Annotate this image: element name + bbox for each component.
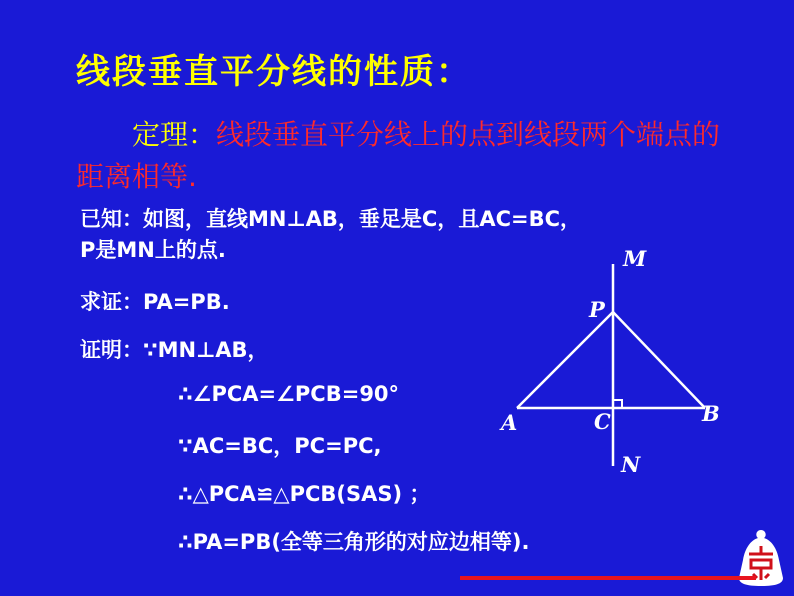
given-line-1: 已知：如图，直线MN⊥AB，垂足是C，且AC=BC， (80, 207, 582, 231)
label-a: A (501, 410, 518, 435)
prove-statement: 求证：PA=PB. (80, 290, 230, 314)
proof-line-3: ∵AC=BC，PC=PC, (178, 434, 382, 458)
geometry-figure (495, 240, 735, 485)
label-b: B (702, 401, 720, 426)
label-m: M (623, 246, 647, 271)
segment-pa (517, 312, 613, 408)
label-n: N (621, 452, 641, 477)
segment-pb (613, 312, 705, 408)
proof-line-5: ∴PA=PB(全等三角形的对应边相等). (178, 530, 530, 554)
label-p: P (589, 297, 605, 322)
slide-title: 线段垂直平分线的性质： (76, 52, 472, 92)
proof-line-4: ∴△PCA≌△PCB(SAS) ； (178, 482, 431, 506)
theorem (76, 114, 736, 198)
label-c: C (594, 409, 611, 434)
accent-bar (460, 576, 756, 580)
given-line-2: P是MN上的点. (80, 238, 226, 262)
theorem-label: 定理： (132, 118, 217, 151)
proof-line-2: ∴∠PCA=∠PCB=90° (178, 382, 400, 406)
theorem-text: 线段垂直平分线上的点到线段两个端点的距离相等. (76, 118, 721, 193)
proof-line-1: 证明：∵MN⊥AB， (80, 338, 269, 362)
